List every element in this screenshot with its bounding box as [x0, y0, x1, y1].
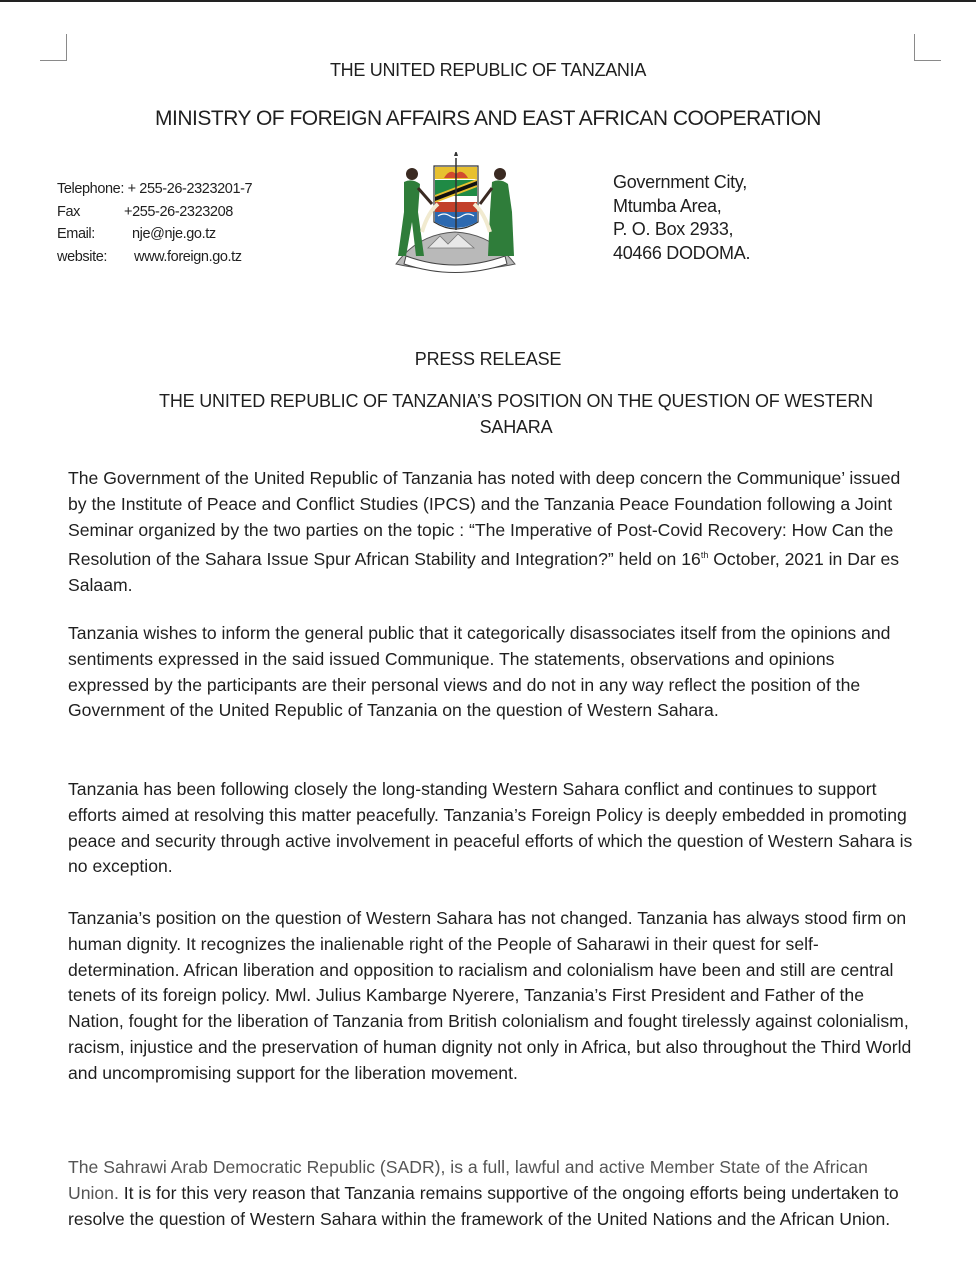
paragraph-concern: The Government of the United Republic of Tanzania has noted with deep concern the Communique’ issued by the Institute of Peace and Conflict Studies (IPCS) and the Tanzania Peace Foundation following a Joint Seminar organized by the two parties on the topic : “The Imperative of Post-Covid Recovery: How Can the Resolution of the Sahara Issue Spur African Stability and Integration?” held on 16th October, 2021 in Dar es Salaam. [68, 468, 901, 596]
headline-line: SAHARA [479, 416, 553, 437]
contact-block [57, 178, 252, 268]
fax-row [57, 201, 252, 224]
fax-value: +255-26-2323208 [124, 203, 233, 220]
headline-line: THE UNITED REPUBLIC OF TANZANIA’S POSITION ON THE QUESTION OF WESTERN [159, 391, 873, 411]
margin-corner-mark-left [40, 34, 67, 61]
press-release-headline [140, 389, 892, 440]
website-value: www.foreign.go.tz [134, 248, 242, 265]
margin-corner-mark-right [914, 34, 941, 61]
email-row [57, 223, 252, 246]
postal-address [613, 171, 750, 265]
address-line: Mtumba Area, [613, 195, 722, 216]
country-heading: THE UNITED REPUBLIC OF TANZANIA [329, 60, 647, 80]
paragraph-sadr: The Sahrawi Arab Democratic Republic (SADR), is a full, lawful and active Member State of the African Union. It is for this very reason that Tanzania remains supportive of the ongoing efforts being undertaken to resolve the question of Western Sahara within the framework of the United Nations and the African Union. [68, 1157, 899, 1229]
website-row [57, 246, 252, 269]
fax-label: Fax [57, 203, 80, 220]
telephone-value: + 255-26-2323201-7 [127, 181, 253, 197]
paragraph-peaceful-efforts: Tanzania has been following closely the long-standing Western Sahara conflict and continues to support efforts aimed at resolving this matter peacefully. Tanzania’s Foreign Policy is deeply embedded in promoting peace and security through active involvement in peaceful efforts of which the question of Western Sahara is no exception. [68, 779, 913, 877]
coat-of-arms-icon [388, 152, 523, 274]
email-value: nje@nje.go.tz [132, 226, 216, 242]
address-line: 40466 DODOMA. [613, 242, 751, 263]
telephone-label: Telephone: [57, 181, 124, 197]
paragraph-disassociation: Tanzania wishes to inform the general public that it categorically disassociates itself from the opinions and sentiments expressed in the said issued Communique. The statements, observations and opinions expressed by the participants are their personal views and do not in any way reflect the position of the Government of the United Republic of Tanzania on the question of Western Sahara. [68, 623, 891, 721]
paragraph-position: Tanzania’s position on the question of Western Sahara has not changed. Tanzania has always stood firm on human dignity. It recognizes the inalienable right of the People of Saharawi in their quest for self-determination. African liberation and opposition to racialism and colonialism have been and still are central tenets of its foreign policy. Mwl. Julius Kambarge Nyerere, Tanzania’s First President and Father of the Nation, fought for the liberation of Tanzania from British colonialism and fought tirelessly against colonialism, racism, injustice and the preservation of human dignity not only in Africa, but also throughout the Third World and uncompromising support for the liberation movement. [68, 908, 912, 1083]
press-release-label: PRESS RELEASE [414, 349, 562, 369]
address-line: P. O. Box 2933, [613, 219, 734, 239]
address-line: Government City, [613, 172, 747, 192]
email-label: Email: [57, 226, 95, 242]
telephone-row [57, 178, 252, 201]
website-label: website: [57, 248, 107, 265]
page-top-border [0, 0, 976, 2]
ministry-heading: MINISTRY OF FOREIGN AFFAIRS AND EAST AFRICAN COOPERATION [155, 107, 821, 130]
